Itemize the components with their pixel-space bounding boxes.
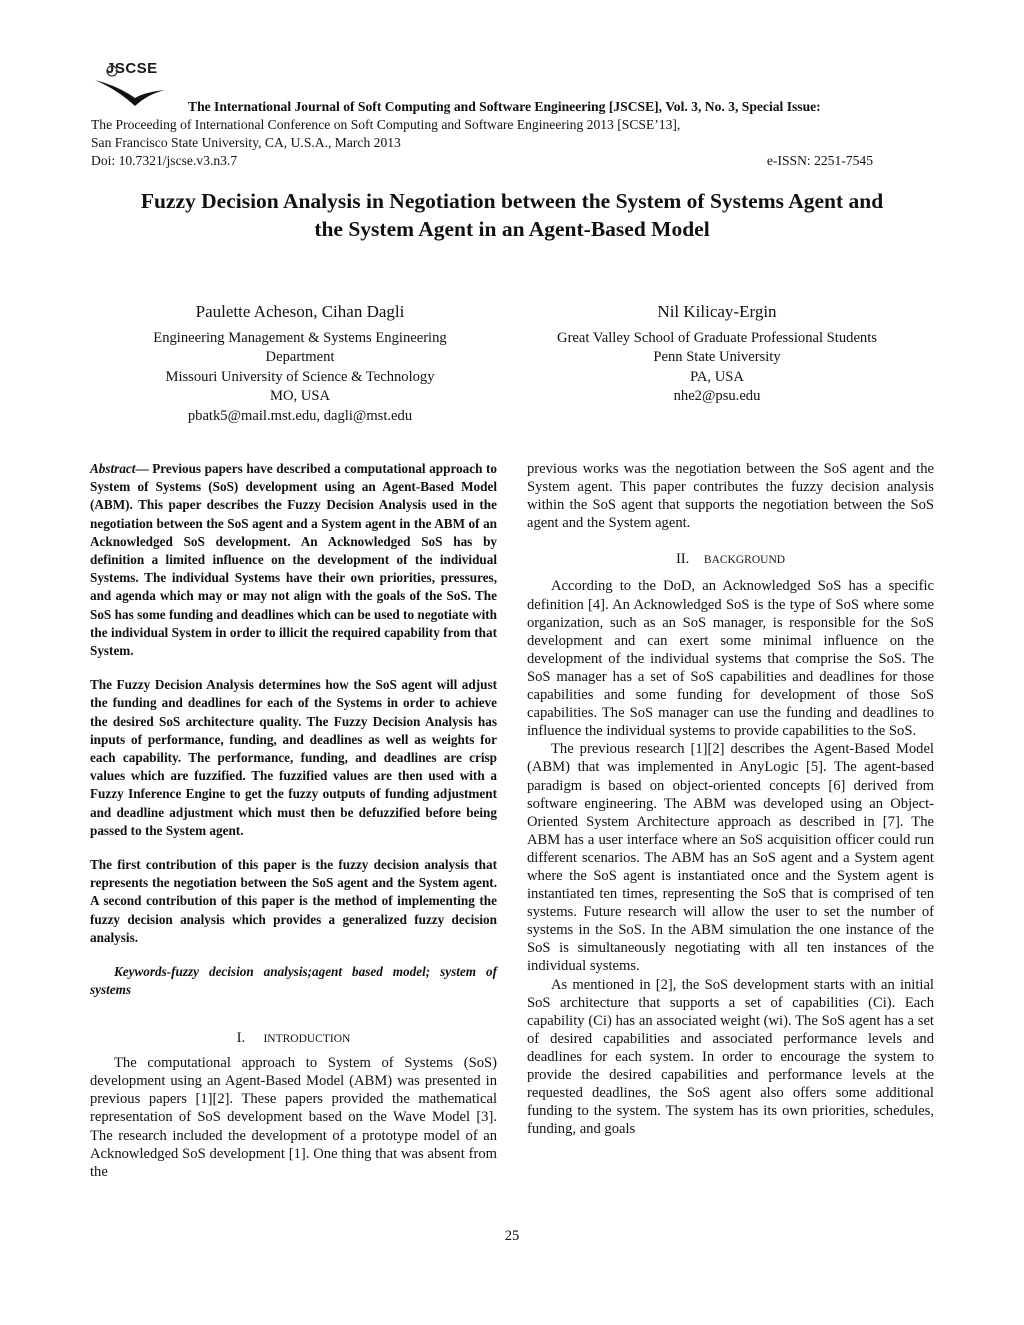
author-names-left: Paulette Acheson, Cihan Dagli [195, 302, 405, 321]
author-dept-left-1: Engineering Management & Systems Engineering [153, 330, 447, 346]
abstract-dash: — [135, 461, 149, 476]
abstract-label: Abstract [90, 461, 136, 476]
intro-number: I. [236, 1030, 246, 1047]
background-p1: According to the DoD, an Acknowledged SoS has a specific definition [4]. An Acknowledged SoS is the type of SoS where some organization, such as an SoS manager, is responsible for the SoS development and can exert some minimal influence on the development of the individual systems that comprise the SoS. The SoS manager has a set of SoS capabilities and deadlines for those capabilities and some funding for development of those SoS capabilities. The SoS manager can use the funding and deadlines to influence the individual systems to provide capabilities to the SoS. [527, 578, 934, 740]
author-location-left: MO, USA [269, 388, 330, 405]
author-univ-left: Missouri University of Science & Technology [165, 368, 435, 385]
eissn: e-ISSN: 2251-7545 [766, 153, 873, 168]
author-block-left [90, 301, 510, 426]
right-column [527, 460, 934, 1138]
doi: Doi: 10.7321/jscse.v3.n3.7 [91, 153, 238, 168]
title-line-1: Fuzzy Decision Analysis in Negotiation between the System of Systems Agent and [140, 189, 884, 213]
location-line: San Francisco State University, CA, U.S.A., March 2013 [91, 135, 401, 150]
journal-logo [93, 60, 173, 110]
title-line-2: the System Agent in an Agent-Based Model [314, 217, 710, 241]
abstract-p2: The Fuzzy Decision Analysis determines how the SoS agent will adjust the funding and deadlines for each of the Systems in order to achieve the desired SoS architecture quality. The Fuzzy Decision Analysis has inputs of performance, funding, and deadlines as well as weights for each capability. The performance, funding, and deadlines are crisp values which are fuzzified. The fuzzified values are then used with a Fuzzy Inference Engine to get the fuzzy outputs of funding adjustment and deadline adjustment which must then be defuzzified before being passed to the System agent. [90, 677, 497, 838]
abstract-p3: The first contribution of this paper is the fuzzy decision analysis that represents the negotiation between the SoS agent and the System agent. A second contribution of this paper is the method of implementing the fuzzy decision analysis which provides a generalized fuzzy decision analysis. [90, 857, 497, 945]
author-location-right: PA, USA [690, 368, 744, 385]
left-column [90, 460, 497, 1181]
background-number: II. [675, 551, 690, 568]
abstract-p1 [90, 460, 497, 660]
logo-swoosh-icon [93, 60, 173, 110]
author-dept-left-2: Department [265, 349, 335, 366]
author-block-right [517, 301, 917, 407]
author-dept-right: Great Valley School of Graduate Professional Students [557, 330, 877, 346]
abstract-p1-text: Previous papers have described a computational approach to System of Systems (SoS) development using an Agent-Based Model (ABM). This paper describes the Fuzzy Decision Analysis used in the negotiation between the SoS agent and a System agent in the ABM of an Acknowledged SoS development. An Acknowledged SoS has by definition a limited influence on the development of the individual Systems. The individual Systems have their own priorities, pressures, and agenda which may or may not align with the goals of the SoS. The SoS has some funding and deadlines which can be used to negotiate with the individual System in order to illicit the required capability from that System. [90, 461, 497, 659]
section-heading-background [527, 550, 934, 569]
background-p3: As mentioned in [2], the SoS development starts with an initial SoS architecture that supports a set of capabilities (Ci). Each capability (Ci) has an associated weight (wi). The SoS agent has a set of desired capabilities and associated performance levels and deadlines for each system. In order to encourage the system to provide the desired capabilities and performance levels at the requested deadlines, the SoS agent also offers some additional funding to the system. The system has its own priorities, schedules, funding, and goals [527, 976, 934, 1138]
section-heading-intro [90, 1029, 497, 1048]
journal-line: The International Journal of Soft Computing and Software Engineering [JSCSE], Vol. 3, No. 3, Special Issue: [188, 99, 821, 114]
paper-title [60, 187, 964, 243]
author-email-left: pbatk5@mail.mst.edu, dagli@mst.edu [187, 407, 413, 424]
author-email-right: nhe2@psu.edu [673, 388, 761, 405]
author-names-right: Nil Kilicay-Ergin [657, 302, 777, 321]
abstract [90, 460, 497, 947]
proceeding-line: The Proceeding of International Conference on Soft Computing and Software Engineering 2013 [SCSE’13], [91, 117, 681, 132]
intro-p1: The computational approach to System of Systems (SoS) development using an Agent-Based Model (ABM) was presented in previous papers [1][2]. These papers provided the mathematical representation of SoS development based on the Wave Model [3]. The research included the development of a prototype model of an Acknowledged SoS development [1]. One thing that was absent from the [90, 1055, 497, 1180]
intro-title: INTRODUCTION [263, 1033, 351, 1046]
logo-text: JSCSE [106, 60, 158, 77]
background-title: BACKGROUND [703, 554, 786, 567]
keywords: Keywords-fuzzy decision analysis;agent based model; system of systems [90, 964, 497, 998]
page-number: 25 [504, 1228, 520, 1244]
background-p2: The previous research [1][2] describes the Agent-Based Model (ABM) that was implemented in AnyLogic [5]. The agent-based paradigm is based on object-oriented concepts [6] derived from software engineering. The ABM was developed using an Object-Oriented System Architecture approach as described in [7]. The ABM has a user interface where an SoS acquisition officer could run different scenarios. The ABM has an SoS agent and a System agent where the SoS agent is instantiated once and the System agent is instantiated ten times, representing the SoS that is comprised of ten systems. Future research will allow the user to set the number of systems in the SoS. In the ABM simulation the one instance of the SoS is simultaneously negotiating with all ten instances of the individual systems. [527, 741, 934, 975]
intro-continued: previous works was the negotiation between the SoS agent and the System agent. This paper contributes the fuzzy decision analysis within the SoS agent that supports the negotiation between the SoS agent and the System agent. [527, 461, 934, 532]
author-univ-right: Penn State University [653, 349, 781, 366]
